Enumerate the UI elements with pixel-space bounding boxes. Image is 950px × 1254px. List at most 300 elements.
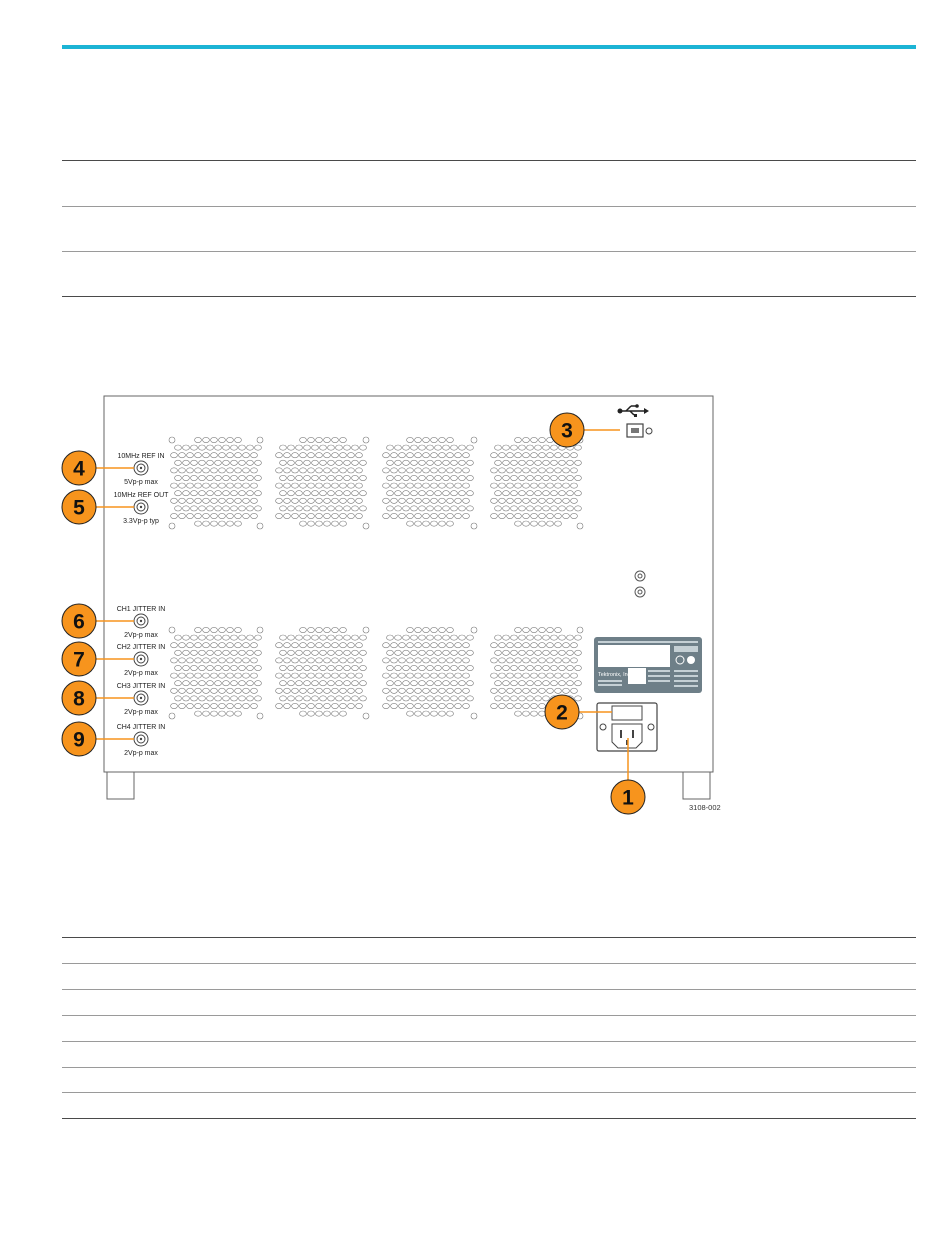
- vent-hole: [567, 491, 574, 496]
- vent-hole: [443, 475, 450, 480]
- vent-hole: [251, 498, 258, 503]
- vent-hole: [227, 468, 234, 473]
- vent-hole: [171, 703, 178, 708]
- vent-hole: [187, 643, 194, 648]
- vent-hole: [199, 460, 206, 465]
- vent-hole: [231, 681, 238, 686]
- vent-hole: [411, 475, 418, 480]
- vent-hole: [280, 445, 287, 450]
- vent-hole: [324, 498, 331, 503]
- callout-number: 9: [73, 728, 85, 752]
- vent-hole: [503, 506, 510, 511]
- vent-hole: [308, 703, 315, 708]
- vent-hole: [419, 681, 426, 686]
- vent-hole: [187, 453, 194, 458]
- vent-hole: [535, 650, 542, 655]
- vent-hole: [280, 460, 287, 465]
- vent-hole: [344, 491, 351, 496]
- vent-hole: [511, 491, 518, 496]
- vent-hole: [519, 696, 526, 701]
- vent-hole: [340, 673, 347, 678]
- vent-hole: [551, 681, 558, 686]
- vent-hole: [316, 437, 323, 442]
- vent-hole: [276, 513, 283, 518]
- vent-hole: [280, 681, 287, 686]
- figure-id: 3108-002: [689, 803, 721, 812]
- panel-screw: [471, 523, 477, 529]
- vent-hole: [312, 506, 319, 511]
- vent-hole: [223, 681, 230, 686]
- vent-hole: [395, 445, 402, 450]
- vent-hole: [415, 521, 422, 526]
- vent-hole: [332, 437, 339, 442]
- vent-hole: [195, 658, 202, 663]
- vent-hole: [235, 703, 242, 708]
- vent-hole: [395, 460, 402, 465]
- vent-hole: [235, 498, 242, 503]
- vent-hole: [535, 475, 542, 480]
- vent-hole: [399, 483, 406, 488]
- panel-screw: [169, 523, 175, 529]
- vent-hole: [304, 650, 311, 655]
- vent-hole: [439, 468, 446, 473]
- vent-hole: [447, 513, 454, 518]
- vent-hole: [195, 437, 202, 442]
- vent-hole: [324, 437, 331, 442]
- vent-hole: [435, 665, 442, 670]
- vent-hole: [344, 696, 351, 701]
- vent-hole: [304, 665, 311, 670]
- vent-hole: [415, 673, 422, 678]
- vent-hole: [427, 445, 434, 450]
- vent-hole: [219, 643, 226, 648]
- vent-hole: [399, 498, 406, 503]
- vent-hole: [535, 635, 542, 640]
- vent-hole: [499, 703, 506, 708]
- panel-screw: [577, 627, 583, 633]
- vent-hole: [511, 696, 518, 701]
- vent-hole: [459, 650, 466, 655]
- vent-hole: [507, 453, 514, 458]
- vent-hole: [535, 506, 542, 511]
- vent-hole: [243, 643, 250, 648]
- vent-hole: [304, 506, 311, 511]
- vent-hole: [239, 460, 246, 465]
- vent-hole: [439, 453, 446, 458]
- vent-hole: [451, 506, 458, 511]
- vent-hole: [455, 453, 462, 458]
- vent-hole: [515, 688, 522, 693]
- vent-hole: [251, 688, 258, 693]
- vent-hole: [308, 658, 315, 663]
- vent-hole: [519, 491, 526, 496]
- vent-hole: [507, 673, 514, 678]
- vent-hole: [199, 696, 206, 701]
- vent-hole: [431, 498, 438, 503]
- vent-hole: [324, 521, 331, 526]
- vent-hole: [292, 483, 299, 488]
- vent-hole: [491, 703, 498, 708]
- vent-hole: [455, 703, 462, 708]
- vent-hole: [308, 688, 315, 693]
- vent-hole: [243, 658, 250, 663]
- vent-hole: [356, 468, 363, 473]
- vent-hole: [348, 453, 355, 458]
- vent-hole: [332, 658, 339, 663]
- vent-hole: [455, 643, 462, 648]
- vent-hole: [320, 491, 327, 496]
- vent-hole: [423, 521, 430, 526]
- vent-hole: [447, 437, 454, 442]
- vent-hole: [179, 513, 186, 518]
- vent-hole: [191, 445, 198, 450]
- vent-hole: [547, 658, 554, 663]
- vent-hole: [199, 491, 206, 496]
- vent-hole: [356, 658, 363, 663]
- vent-hole: [491, 658, 498, 663]
- vent-hole: [352, 445, 359, 450]
- vent-hole: [324, 483, 331, 488]
- vent-hole: [451, 696, 458, 701]
- vent-hole: [459, 475, 466, 480]
- vent-hole: [543, 506, 550, 511]
- vent-hole: [459, 696, 466, 701]
- vent-hole: [447, 673, 454, 678]
- vent-hole: [235, 711, 242, 716]
- vent-hole: [551, 506, 558, 511]
- vent-hole: [519, 506, 526, 511]
- vent-hole: [519, 460, 526, 465]
- vent-hole: [499, 468, 506, 473]
- vent-hole: [551, 475, 558, 480]
- vent-hole: [352, 650, 359, 655]
- vent-hole: [308, 627, 315, 632]
- vent-hole: [415, 627, 422, 632]
- vent-hole: [431, 483, 438, 488]
- vent-hole: [455, 688, 462, 693]
- vent-hole: [415, 688, 422, 693]
- vent-hole: [531, 521, 538, 526]
- vent-hole: [423, 513, 430, 518]
- vent-hole: [443, 460, 450, 465]
- vent-hole: [175, 650, 182, 655]
- vent-hole: [539, 688, 546, 693]
- vent-hole: [515, 658, 522, 663]
- vent-hole: [328, 665, 335, 670]
- vent-hole: [427, 665, 434, 670]
- callout-number: 8: [73, 687, 85, 711]
- vent-hole: [555, 627, 562, 632]
- vent-hole: [215, 506, 222, 511]
- vent-hole: [503, 635, 510, 640]
- vent-hole: [511, 445, 518, 450]
- vent-hole: [175, 635, 182, 640]
- vent-hole: [203, 453, 210, 458]
- vent-hole: [300, 711, 307, 716]
- callout-number: 7: [73, 648, 85, 672]
- vent-hole: [447, 658, 454, 663]
- vent-hole: [567, 681, 574, 686]
- vent-hole: [352, 475, 359, 480]
- callout-number: 1: [622, 786, 634, 810]
- vent-hole: [179, 453, 186, 458]
- vent-hole: [179, 658, 186, 663]
- vent-hole: [336, 460, 343, 465]
- vent-hole: [507, 703, 514, 708]
- vent-hole: [336, 445, 343, 450]
- vent-hole: [183, 665, 190, 670]
- vent-hole: [211, 658, 218, 663]
- vent-hole: [559, 681, 566, 686]
- vent-hole: [332, 688, 339, 693]
- vent-hole: [539, 468, 546, 473]
- panel-screw: [363, 523, 369, 529]
- vent-hole: [223, 665, 230, 670]
- vent-hole: [423, 688, 430, 693]
- vent-hole: [387, 506, 394, 511]
- vent-hole: [284, 688, 291, 693]
- vent-hole: [531, 673, 538, 678]
- vent-hole: [219, 688, 226, 693]
- vent-hole: [535, 665, 542, 670]
- vent-hole: [316, 643, 323, 648]
- vent-hole: [467, 475, 474, 480]
- vent-hole: [555, 521, 562, 526]
- vent-hole: [539, 513, 546, 518]
- vent-hole: [255, 665, 262, 670]
- connector-label: CH3 JITTER IN: [116, 683, 166, 690]
- vent-hole: [391, 658, 398, 663]
- vent-hole: [300, 453, 307, 458]
- vent-hole: [203, 498, 210, 503]
- panel-screw: [169, 437, 175, 443]
- vent-hole: [288, 475, 295, 480]
- vent-hole: [195, 453, 202, 458]
- vent-hole: [435, 681, 442, 686]
- vent-hole: [211, 521, 218, 526]
- vent-hole: [467, 650, 474, 655]
- vent-hole: [280, 475, 287, 480]
- vent-hole: [348, 483, 355, 488]
- vent-hole: [255, 506, 262, 511]
- vent-hole: [231, 665, 238, 670]
- vent-hole: [495, 696, 502, 701]
- vent-hole: [395, 681, 402, 686]
- vent-hole: [332, 643, 339, 648]
- vent-hole: [199, 506, 206, 511]
- vent-hole: [308, 498, 315, 503]
- vent-hole: [215, 665, 222, 670]
- vent-hole: [443, 506, 450, 511]
- vent-hole: [175, 460, 182, 465]
- vent-hole: [328, 506, 335, 511]
- vent-hole: [243, 703, 250, 708]
- vent-hole: [280, 665, 287, 670]
- vent-hole: [559, 491, 566, 496]
- vent-hole: [395, 650, 402, 655]
- vent-hole: [439, 627, 446, 632]
- vent-hole: [292, 498, 299, 503]
- vent-hole: [407, 513, 414, 518]
- vent-hole: [336, 696, 343, 701]
- vent-hole: [455, 658, 462, 663]
- vent-hole: [427, 506, 434, 511]
- vent-hole: [300, 703, 307, 708]
- vent-hole: [391, 703, 398, 708]
- connector-label: CH1 JITTER IN: [116, 606, 166, 613]
- vent-hole: [423, 453, 430, 458]
- vent-hole: [308, 513, 315, 518]
- vent-hole: [211, 453, 218, 458]
- vent-hole: [243, 688, 250, 693]
- vent-hole: [491, 483, 498, 488]
- vent-hole: [455, 673, 462, 678]
- vent-hole: [219, 453, 226, 458]
- vent-hole: [247, 650, 254, 655]
- vent-hole: [235, 627, 242, 632]
- vent-hole: [340, 658, 347, 663]
- vent-hole: [463, 483, 470, 488]
- vent-hole: [360, 696, 367, 701]
- vent-hole: [332, 513, 339, 518]
- vent-hole: [356, 453, 363, 458]
- vent-hole: [336, 506, 343, 511]
- vent-hole: [280, 696, 287, 701]
- vent-hole: [507, 513, 514, 518]
- vent-hole: [383, 673, 390, 678]
- vent-hole: [403, 506, 410, 511]
- vent-hole: [175, 681, 182, 686]
- vent-hole: [292, 673, 299, 678]
- vent-hole: [251, 643, 258, 648]
- vent-hole: [451, 445, 458, 450]
- vent-hole: [575, 445, 582, 450]
- vent-hole: [539, 703, 546, 708]
- vent-hole: [215, 475, 222, 480]
- vent-hole: [463, 658, 470, 663]
- vent-hole: [447, 627, 454, 632]
- vent-hole: [199, 635, 206, 640]
- vent-hole: [563, 658, 570, 663]
- vent-hole: [203, 688, 210, 693]
- vent-hole: [527, 475, 534, 480]
- vent-hole: [227, 711, 234, 716]
- vent-hole: [276, 703, 283, 708]
- vent-hole: [559, 665, 566, 670]
- vent-hole: [387, 445, 394, 450]
- panel-screw: [363, 627, 369, 633]
- vent-hole: [459, 491, 466, 496]
- vent-hole: [360, 506, 367, 511]
- vent-hole: [348, 643, 355, 648]
- vent-hole: [175, 696, 182, 701]
- vent-hole: [543, 445, 550, 450]
- vent-hole: [383, 688, 390, 693]
- vent-hole: [395, 506, 402, 511]
- vent-hole: [439, 498, 446, 503]
- vent-hole: [423, 703, 430, 708]
- vent-hole: [387, 635, 394, 640]
- vent-hole: [555, 513, 562, 518]
- vent-hole: [519, 635, 526, 640]
- vent-hole: [183, 650, 190, 655]
- vent-hole: [399, 643, 406, 648]
- vent-hole: [207, 506, 214, 511]
- vent-hole: [415, 658, 422, 663]
- vent-hole: [360, 650, 367, 655]
- vent-hole: [187, 498, 194, 503]
- vent-hole: [187, 483, 194, 488]
- vent-hole: [447, 521, 454, 526]
- vent-hole: [219, 673, 226, 678]
- vent-hole: [515, 643, 522, 648]
- vent-hole: [407, 627, 414, 632]
- vent-hole: [427, 475, 434, 480]
- vent-hole: [551, 635, 558, 640]
- vent-hole: [340, 498, 347, 503]
- vent-hole: [340, 437, 347, 442]
- bnc-connector-7: [134, 652, 148, 666]
- vent-hole: [340, 453, 347, 458]
- vent-hole: [251, 658, 258, 663]
- vent-hole: [251, 468, 258, 473]
- vent-hole: [423, 498, 430, 503]
- vent-hole: [511, 665, 518, 670]
- vent-hole: [563, 673, 570, 678]
- vent-hole: [308, 521, 315, 526]
- vent-hole: [495, 665, 502, 670]
- vent-hole: [199, 665, 206, 670]
- vent-hole: [459, 506, 466, 511]
- vent-hole: [543, 635, 550, 640]
- vent-hole: [348, 498, 355, 503]
- vent-hole: [332, 521, 339, 526]
- vent-hole: [551, 650, 558, 655]
- vent-hole: [356, 513, 363, 518]
- vent-hole: [447, 643, 454, 648]
- vent-hole: [211, 688, 218, 693]
- vent-hole: [215, 696, 222, 701]
- vent-hole: [247, 665, 254, 670]
- vent-hole: [211, 498, 218, 503]
- vent-hole: [563, 453, 570, 458]
- vent-hole: [531, 643, 538, 648]
- vent-hole: [531, 627, 538, 632]
- vent-hole: [463, 703, 470, 708]
- vent-hole: [523, 437, 530, 442]
- vent-hole: [535, 681, 542, 686]
- vent-hole: [183, 475, 190, 480]
- vent-hole: [219, 483, 226, 488]
- vent-hole: [320, 506, 327, 511]
- vent-hole: [328, 460, 335, 465]
- vent-hole: [415, 703, 422, 708]
- vent-hole: [227, 498, 234, 503]
- vent-hole: [511, 460, 518, 465]
- vent-hole: [223, 650, 230, 655]
- vent-hole: [411, 635, 418, 640]
- vent-hole: [239, 491, 246, 496]
- vent-hole: [239, 475, 246, 480]
- vent-hole: [419, 491, 426, 496]
- vent-hole: [292, 703, 299, 708]
- vent-hole: [507, 498, 514, 503]
- connector-spec: 5Vp-p max: [124, 479, 158, 486]
- vent-hole: [407, 658, 414, 663]
- vent-hole: [187, 658, 194, 663]
- vent-hole: [211, 437, 218, 442]
- vent-hole: [447, 688, 454, 693]
